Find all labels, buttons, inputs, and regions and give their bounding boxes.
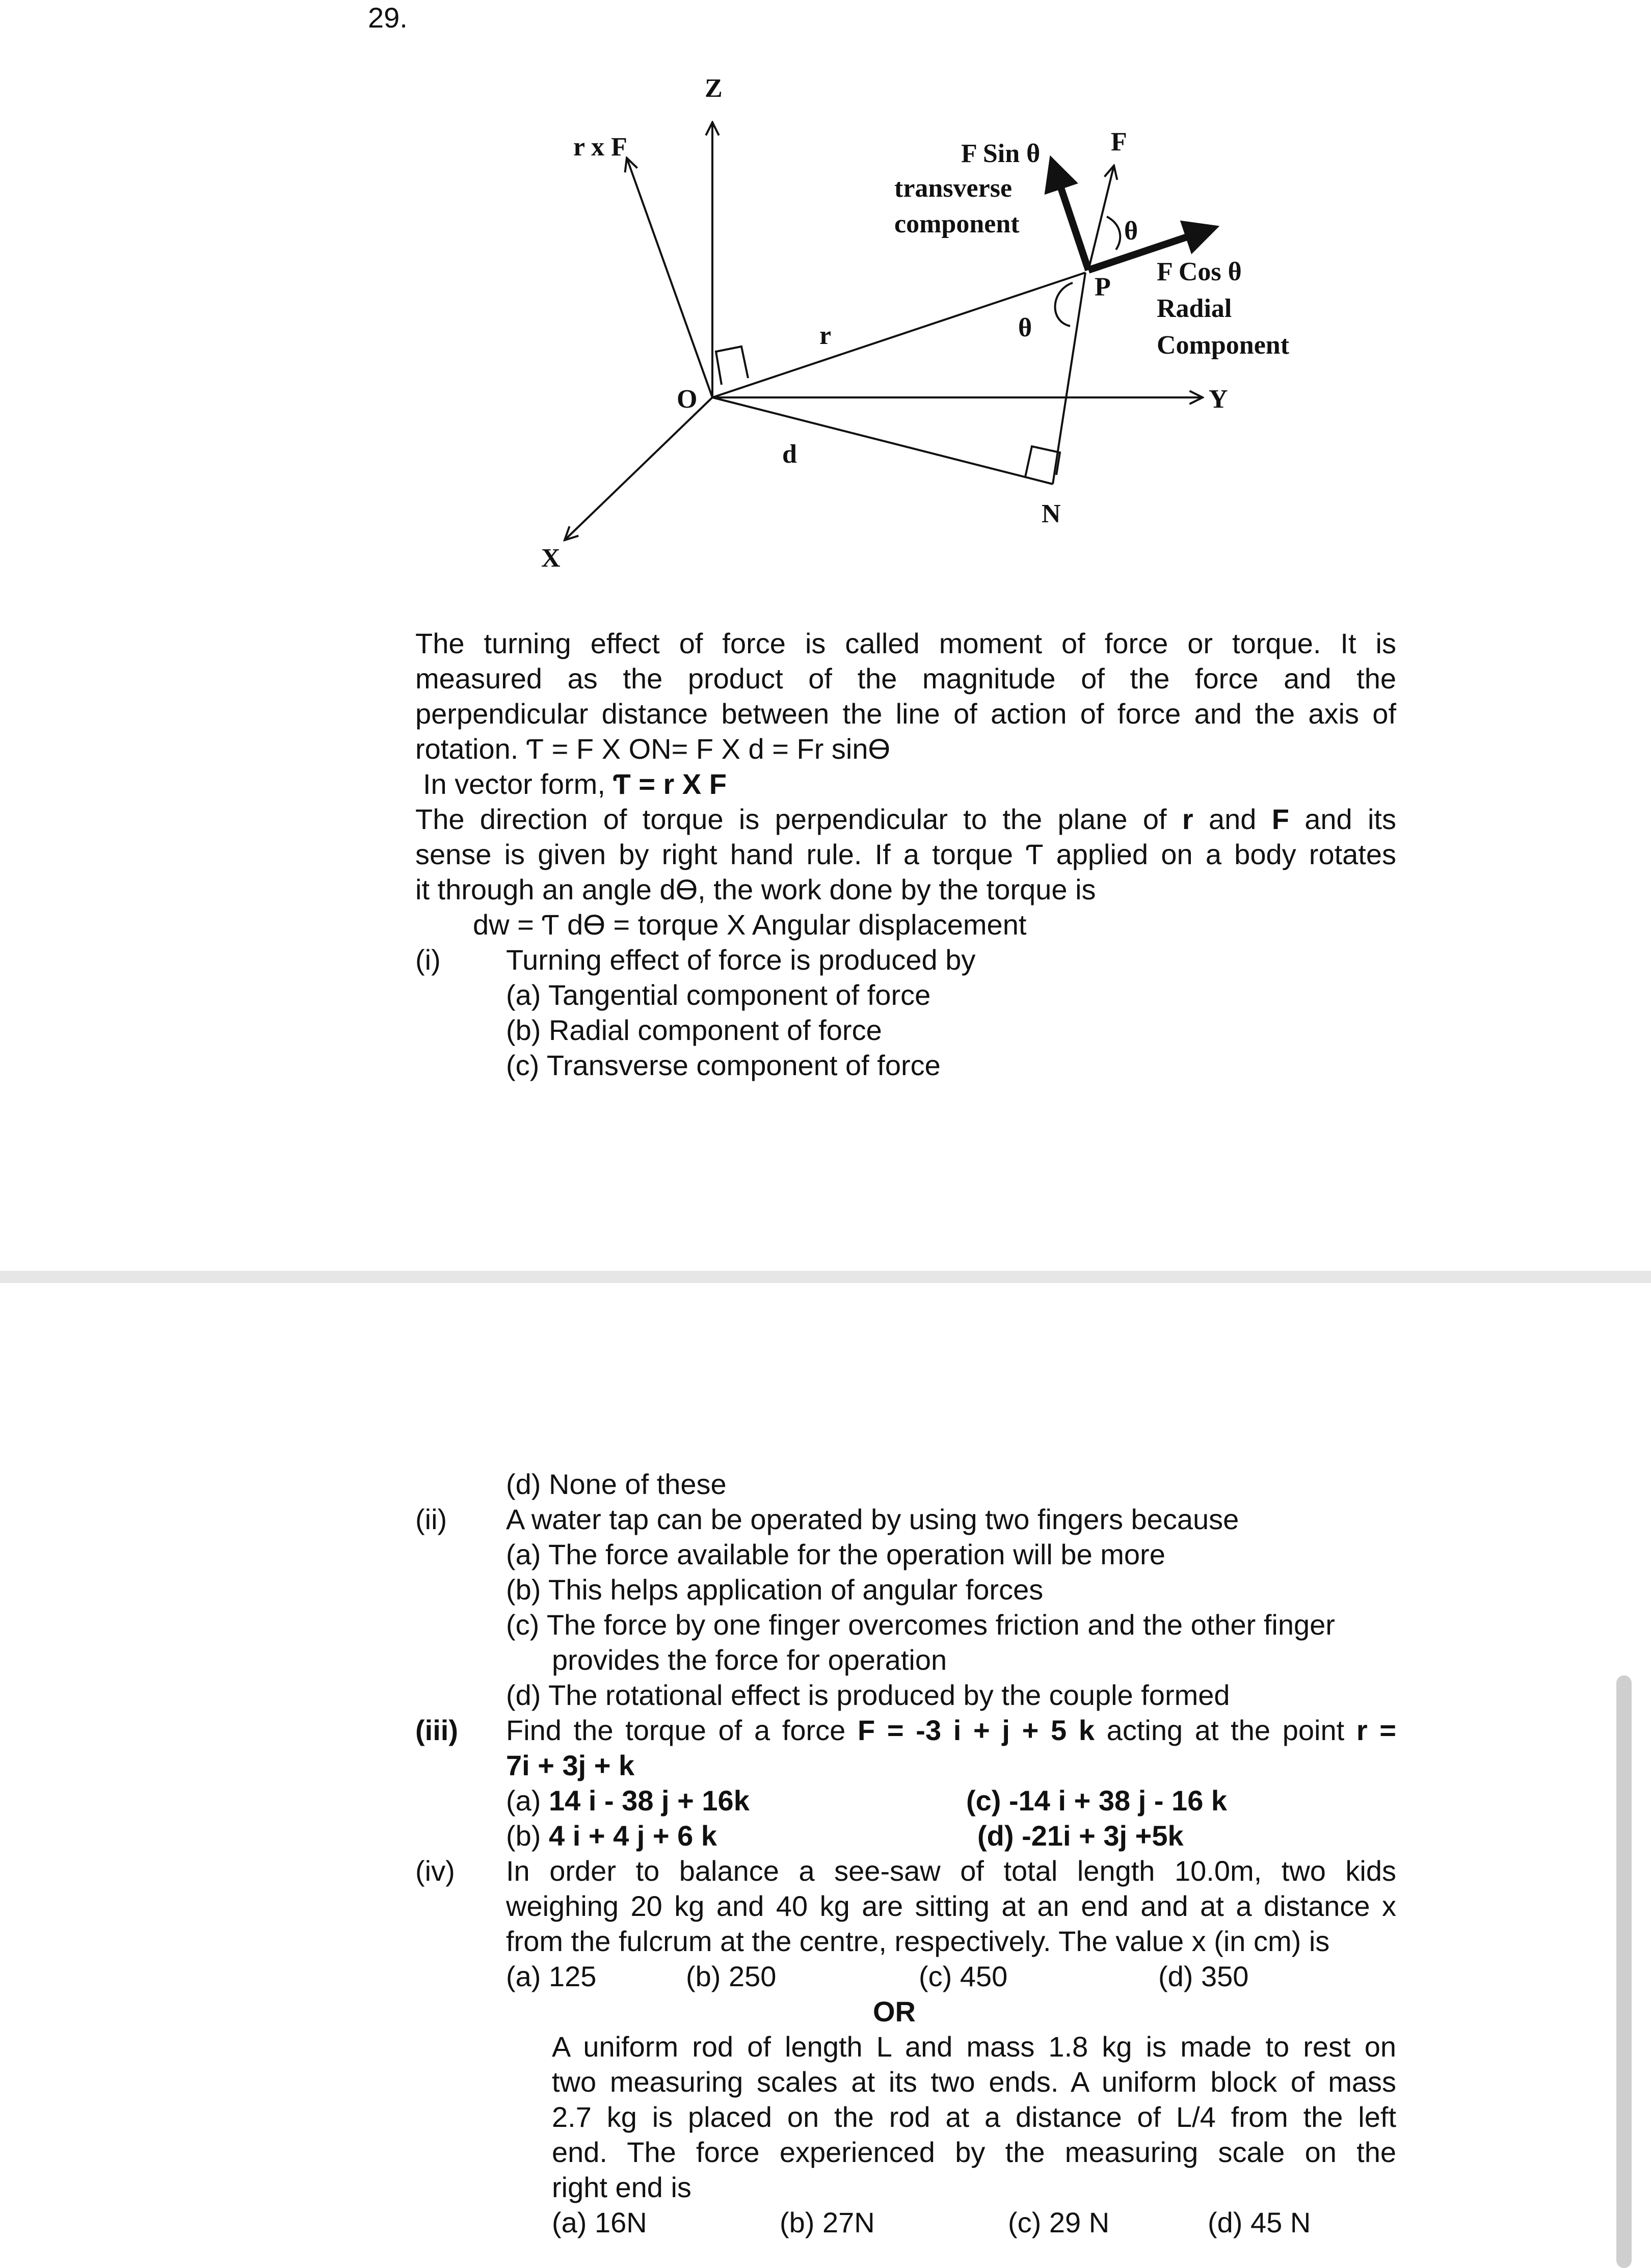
- label-n: N: [1042, 499, 1061, 528]
- label-radial-component: Component: [1157, 331, 1290, 360]
- q1-option-c: (c) Transverse component of force: [506, 1049, 941, 1081]
- q4-line: from the fulcrum at the centre, respectively. The value x (in cm) is: [506, 1925, 1330, 1957]
- q4-number: (iv): [415, 1855, 455, 1887]
- q4-option-a: (a) 125: [506, 1960, 597, 1992]
- scrollbar[interactable]: [1616, 1675, 1632, 2268]
- q3-option-b: [506, 1818, 717, 1853]
- label-radial: Radial: [1157, 294, 1232, 323]
- d-line: [712, 397, 1053, 484]
- vector-form-prefix: In vector form,: [423, 768, 614, 800]
- rxf-vector: [627, 158, 712, 397]
- q4-alt-line: two measuring scales at its two ends. A uniform block of mass: [552, 2066, 1396, 2098]
- label-f: F: [1111, 127, 1127, 156]
- q2-option-b: (b) This helps application of angular forces: [506, 1573, 1044, 1606]
- passage-line: The turning effect of force is called moment of force or torque. It is: [415, 627, 1396, 659]
- q3-option-value: 4 i + 4 j + 6 k: [549, 1820, 717, 1852]
- page-divider: [0, 1271, 1651, 1283]
- label-x: X: [541, 544, 561, 573]
- q4-line: In order to balance a see-saw of total length 10.0m, two kids: [506, 1855, 1396, 1887]
- question-number: 29.: [368, 2, 408, 34]
- q3-line2: 7i + 3j + k: [506, 1749, 635, 1781]
- q4-alt-option-d: (d) 45 N: [1208, 2206, 1311, 2238]
- q4-line: weighing 20 kg and 40 kg are sitting at an end and at a distance x: [506, 1890, 1396, 1922]
- label-rxf: r x F: [573, 132, 627, 162]
- label-f-sin: F Sin θ: [961, 139, 1041, 168]
- vector-form-equation: Ƭ = r X F: [613, 768, 727, 800]
- direction-r: r: [1182, 803, 1193, 835]
- q2-text: A water tap can be operated by using two fingers because: [506, 1503, 1239, 1535]
- q1-number: (i): [415, 944, 441, 976]
- q3-point-lhs: r =: [1356, 1714, 1397, 1746]
- q4-alt-line: right end is: [552, 2171, 691, 2203]
- q3-line1: [506, 1713, 1396, 1748]
- direction-text: and: [1193, 803, 1272, 835]
- q3-text: acting at the point: [1095, 1714, 1356, 1746]
- label-f-cos: F Cos θ: [1157, 257, 1242, 286]
- label-r: r: [819, 321, 832, 350]
- right-angle-o: [716, 346, 748, 385]
- theta-arc-p: [1055, 283, 1073, 326]
- q2-option-c: (c) The force by one finger overcomes friction and the other finger: [506, 1609, 1335, 1641]
- torque-diagram: [0, 0, 1651, 611]
- label-transverse: transverse: [894, 174, 1013, 203]
- q4-alt-line: 2.7 kg is placed on the rod at a distance of L/4 from the left: [552, 2101, 1396, 2133]
- q3-option-label: (a): [506, 1784, 549, 1817]
- vector-form-line: [423, 766, 727, 802]
- direction-text: The direction of torque is perpendicular to the plane of: [415, 803, 1182, 835]
- x-axis: [565, 397, 712, 540]
- label-theta-p: θ: [1018, 313, 1032, 342]
- q4-alt-line: end. The force experienced by the measuring scale on the: [552, 2136, 1396, 2168]
- passage-line: sense is given by right hand rule. If a torque Ƭ applied on a body rotates: [415, 838, 1396, 870]
- q4-option-b: (b) 250: [686, 1960, 777, 1992]
- or-separator: OR: [873, 1995, 916, 2027]
- direction-f: F: [1271, 803, 1289, 835]
- q2-option-d: (d) The rotational effect is produced by the couple formed: [506, 1679, 1230, 1711]
- label-z: Z: [705, 74, 723, 103]
- q4-option-c: (c) 450: [919, 1960, 1008, 1992]
- q2-number: (ii): [415, 1503, 447, 1535]
- passage-line: perpendicular distance between the line of action of force and the axis of: [415, 698, 1396, 730]
- q3-option-c: (c) -14 i + 38 j - 16 k: [966, 1784, 1228, 1817]
- passage-line: measured as the product of the magnitude of the force and the: [415, 662, 1396, 695]
- q3-option-value: 14 i - 38 j + 16k: [549, 1784, 750, 1817]
- q1-option-b: (b) Radial component of force: [506, 1014, 882, 1046]
- q4-alt-option-a: (a) 16N: [552, 2206, 647, 2238]
- q4-alt-line: A uniform rod of length L and mass 1.8 kg is made to rest on: [552, 2031, 1396, 2063]
- label-theta-top: θ: [1124, 217, 1138, 246]
- passage-line: it through an angle dϴ, the work done by the torque is: [415, 873, 1096, 905]
- label-d: d: [782, 440, 797, 469]
- q3-force: F = -3 i + j + 5 k: [858, 1714, 1095, 1746]
- q3-text: Find the torque of a force: [506, 1714, 858, 1746]
- q2-option-c-cont: provides the force for operation: [552, 1644, 947, 1676]
- f-sin-arrow: [1052, 162, 1088, 270]
- work-equation: dw = Ƭ dϴ = torque X Angular displacement: [473, 909, 1027, 941]
- q4-alt-option-b: (b) 27N: [780, 2206, 875, 2238]
- q4-option-d: (d) 350: [1158, 1960, 1249, 1992]
- passage-line: rotation. Ƭ = F X ON= F X d = Fr sinϴ: [415, 733, 891, 765]
- q4-alt-option-c: (c) 29 N: [1008, 2206, 1110, 2238]
- q1-option-d: (d) None of these: [506, 1468, 727, 1500]
- q1-option-a: (a) Tangential component of force: [506, 979, 931, 1011]
- label-y: Y: [1209, 385, 1228, 414]
- label-component: component: [894, 209, 1020, 238]
- label-o: O: [677, 385, 698, 414]
- q3-option-label: (b): [506, 1820, 549, 1852]
- theta-arc-top: [1107, 217, 1120, 250]
- direction-line: [415, 802, 1396, 837]
- q3-option-a: [506, 1783, 750, 1818]
- q1-text: Turning effect of force is produced by: [506, 944, 976, 976]
- q2-option-a: (a) The force available for the operation will be more: [506, 1538, 1165, 1570]
- direction-text: and its: [1289, 803, 1396, 835]
- label-p: P: [1095, 273, 1111, 302]
- q3-number: (iii): [415, 1714, 458, 1746]
- q3-option-d: (d) -21i + 3j +5k: [977, 1820, 1184, 1852]
